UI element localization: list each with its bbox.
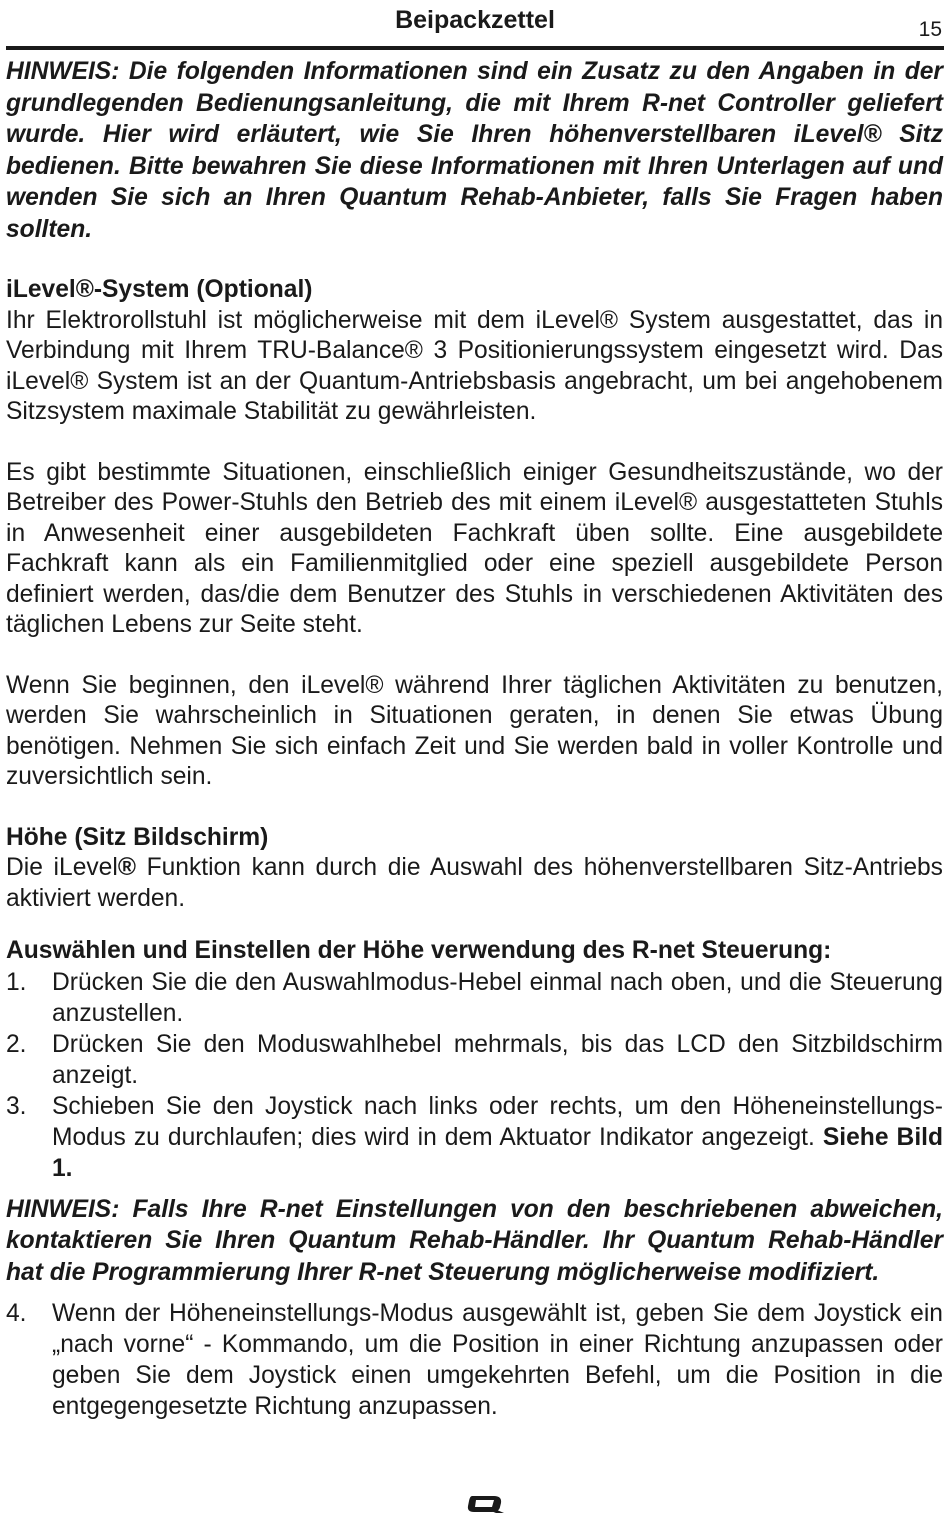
list-item: 4. Wenn der Höheneinstellungs-Modus ausgewählt ist, geben Sie dem Joystick ein „nach vorne“ - Kommando, um die Position in einer Richtung anzupassen oder geben Sie dem Joystick einen umgekehrten Befehl, um die Position in die entgegengesetzte Richtung anzupassen. xyxy=(6,1300,943,1420)
page-content xyxy=(6,56,943,1422)
list-item: 1. Drücken Sie die den Auswahlmodus-Hebel einmal nach oben, und die Steuerung anzustellen. xyxy=(6,968,943,1027)
list-item: 2. Drücken Sie den Moduswahlhebel mehrmals, bis das LCD den Sitzbildschirm anzeigt. xyxy=(6,1030,943,1089)
notice-rnet-settings: HINWEIS: Falls Ihre R-net Einstellungen von den beschriebenen abweichen, kontaktieren Sie Ihren Quantum Rehab-Händler. Ihr Quantum Rehab-Händler hat die Programmierung Ihrer R-net Steuerung möglicherweise modifiziert. xyxy=(6,1195,943,1286)
header-rule xyxy=(6,46,944,50)
section-heading-height-seat-screen: Höhe (Sitz Bildschirm) xyxy=(6,823,269,851)
list-item: 3. Schieben Sie den Joystick nach links oder rechts, um den Höheneinstellungs-Modus zu durchlaufen; dies wird in dem Aktuator Indikator angezeigt. Siehe Bild 1. xyxy=(6,1092,944,1182)
notice-intro: HINWEIS: Die folgenden Informationen sind ein Zusatz zu den Angaben in der grundlegenden Bedienungsanleitung, die mit Ihrem R-net Controller geliefert wurde. Hier wird erläutert, wie Sie Ihren höhenverstellbaren iLevel® Sitz bedienen. Bitte bewahren Sie diese Informationen mit Ihren Unterlagen auf und wenden Sie sich an Ihren Quantum Rehab-Anbieter, falls Sie Fragen haben sollten. xyxy=(6,58,943,243)
paragraph-trained-professional: Es gibt bestimmte Situationen, einschließlich einiger Gesundheitszustände, wo der Betreiber des Power-Stuhls den Betrieb des mit einem iLevel® ausgestatteten Stuhls in Anwesenheit einer ausgebildeten Fachkraft üben sollte. Eine ausgebildete Fachkraft kann als ein Familienmitglied oder eine speziell ausgebildete Person definiert werden, das/die dem Benutzer des Stuhls in verschiedenen Aktivitäten des täglichen Lebens zur Seite steht. xyxy=(6,458,943,638)
steps-list xyxy=(6,967,943,1184)
step-number: 2. xyxy=(6,1030,27,1058)
quantum-q-logo-icon xyxy=(466,1494,506,1514)
step-number: 3. xyxy=(6,1092,27,1120)
steps-list-continued xyxy=(6,1298,943,1422)
paragraph-ilevel-intro: Ihr Elektrorollstuhl ist möglicherweise mit dem iLevel® System ausgestattet, das in Verbindung mit Ihrem TRU-Balance® 3 Positionierungssystem eingesetzt wird. Das iLevel® System ist an der Quantum-Antriebsbasis angebracht, um bei angehobenem Sitzsystem maximale Stabilität zu gewährleisten. xyxy=(6,306,943,425)
page-number: 15 xyxy=(918,18,942,41)
section-heading-select-adjust-height: Auswählen und Einstellen der Höhe verwendung des R-net Steuerung: xyxy=(6,937,832,964)
paragraph-practice: Wenn Sie beginnen, den iLevel® während Ihrer täglichen Aktivitäten zu benutzen, werden Sie wahrscheinlich in Situationen geraten, in denen Sie etwas Übung benötigen. Nehmen Sie sich einfach Zeit und Sie werden bald in voller Kontrolle und zuversichtlich sein. xyxy=(6,671,943,790)
figure-reference: Siehe Bild 1. xyxy=(52,1123,944,1182)
paragraph-height-function: Die iLevel® Funktion kann durch die Auswahl des höhenverstellbaren Sitz-Antriebs aktiviert werden. xyxy=(6,854,943,912)
page-title: Beipackzettel xyxy=(395,6,555,34)
step-number: 4. xyxy=(6,1300,27,1327)
quantum-q-logo-icon xyxy=(466,1494,506,1514)
step-number: 1. xyxy=(6,968,27,996)
page-header xyxy=(0,0,950,50)
section-heading-ilevel-system: iLevel®-System (Optional) xyxy=(6,276,313,303)
